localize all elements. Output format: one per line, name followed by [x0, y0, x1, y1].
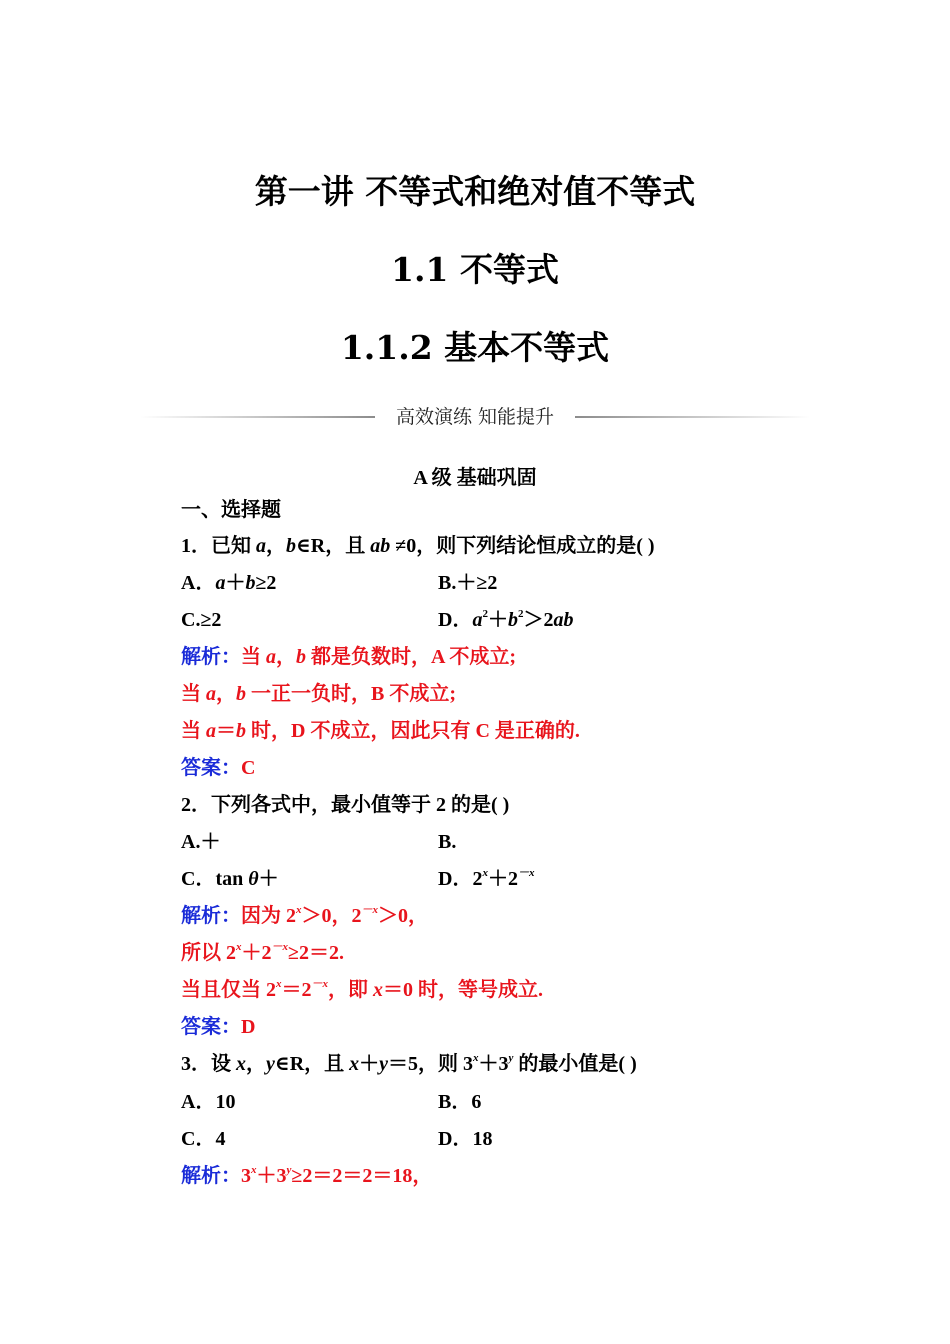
chapter-title: 第一讲 不等式和绝对值不等式 — [254, 172, 696, 211]
answer-label: 答案： — [181, 757, 241, 779]
q1-option-c: C.≥2 — [181, 609, 222, 631]
q1-analysis-line-2: 当 a，b 一正一负时，B 不成立; — [181, 683, 456, 705]
q1-option-b: B.＋≥2 — [438, 572, 498, 594]
analysis-label: 解析： — [181, 646, 241, 668]
banner-text: 高效演练 知能提升 — [395, 406, 555, 428]
q1-analysis-line-1: 解析：当 a，b 都是负数时，A 不成立; — [181, 646, 516, 668]
q2-analysis-line-2: 所以 $2^x+2^{-x}\ge 2=2$. — [181, 941, 344, 964]
q2-option-c: C．tan θ＋ — [181, 868, 279, 890]
analysis-label: 解析： — [181, 1165, 241, 1187]
q2-option-b: B. — [438, 831, 457, 853]
q1-answer — [181, 755, 255, 781]
section-title: 1.1 不等式 — [391, 250, 559, 289]
level-heading: A 级 基础巩固 — [413, 467, 537, 489]
q3-stem: 3．设 x，y∈R，且 x＋y＝5，则 $3^x+3^y$ 的最小值是( ) — [181, 1052, 637, 1075]
q2-answer — [181, 1014, 255, 1040]
q2-analysis-line-3: 当且仅当 $2^x=2^{-x}$，即 x＝0 时，等号成立. — [181, 978, 543, 1001]
q2-option-a: A.＋ — [181, 831, 221, 853]
analysis-label: 解析： — [181, 905, 241, 927]
q1-stem: 1．已知 a，b∈R，且 ab ≠0，则下列结论恒成立的是( ) — [181, 535, 655, 557]
q3-option-c: C．4 — [181, 1128, 226, 1150]
q1-analysis-line-3: 当 a＝b 时，D 不成立，因此只有 C 是正确的. — [181, 720, 580, 742]
subsection-title: 1.1.2 基本不等式 — [340, 328, 610, 367]
q2-stem: 2．下列各式中，最小值等于 2 的是( ) — [181, 794, 510, 816]
q3-option-a: A．10 — [181, 1091, 236, 1113]
q2-analysis-line-1: 解析：因为 $2^x>0$，$2^{-x}>0$， — [181, 904, 428, 927]
answer-label: 答案： — [181, 1016, 241, 1038]
q1-option-a: A．a＋b≥2 — [181, 572, 277, 594]
q3-analysis-line-1: 解析：$3^x+3^y\ge 2=2=2=18$， — [181, 1164, 433, 1187]
q3-option-d: D．18 — [438, 1128, 493, 1150]
part-heading: 一、选择题 — [181, 499, 281, 521]
q3-option-b: B．6 — [438, 1091, 482, 1113]
answer-value: D — [241, 1016, 256, 1038]
section-banner — [140, 400, 810, 434]
q1-option-d: D．$a^2+b^2>2ab$ — [438, 608, 574, 631]
q2-option-d: D．$2^x+2^{-x}$ — [438, 867, 535, 890]
banner-divider-right — [575, 416, 810, 418]
answer-value: C — [241, 757, 256, 779]
